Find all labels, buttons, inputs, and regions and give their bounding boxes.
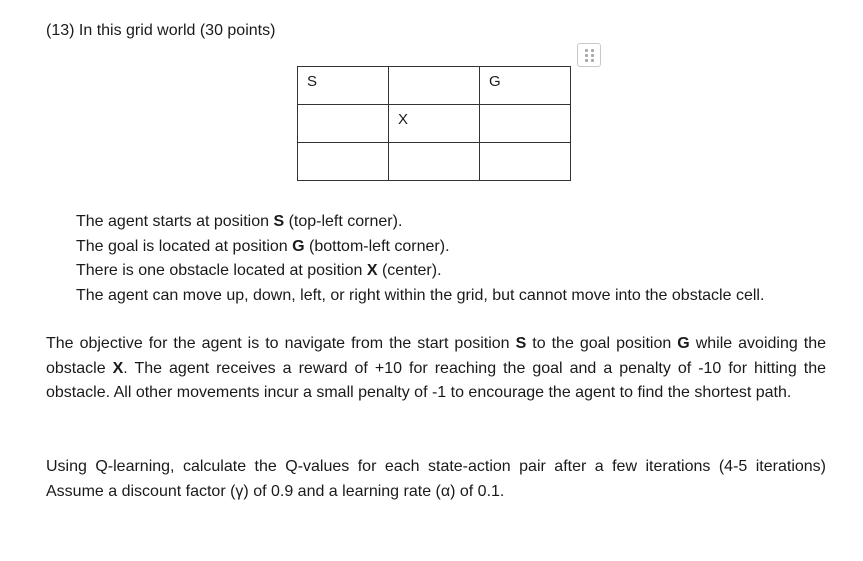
grid-row — [298, 143, 571, 181]
grid-cell-start: S — [298, 67, 389, 105]
grid-cell — [298, 143, 389, 181]
task-paragraph: Using Q-learning, calculate the Q-values for each state-action pair after a few iterations (4-5 iterations) Assume a discount factor (γ) of 0.9 and a learning rate (α) of 0.1. — [46, 458, 826, 500]
grid-cell — [298, 105, 389, 143]
grid-cell-obstacle: X — [389, 105, 480, 143]
grid-cell-goal: G — [480, 67, 571, 105]
description-start: The agent starts at position S (top-left corner). — [76, 213, 403, 230]
grid-row — [298, 105, 571, 143]
grid-row — [298, 67, 571, 105]
grid-cell — [389, 67, 480, 105]
table-move-handle-icon[interactable] — [577, 43, 601, 67]
grid-cell — [389, 143, 480, 181]
description-obstacle: There is one obstacle located at position X (center). — [76, 262, 442, 279]
objective-paragraph: The objective for the agent is to navigate from the start position S to the goal position G while avoiding the obstacle X. The agent receives a reward of +10 for reaching the goal and a penalty of -10 for hitting the obstacle. All other movements incur a small penalty of -1 to encourage the agent to find the shortest path. — [46, 335, 826, 401]
description-movement: The agent can move up, down, left, or right within the grid, but cannot move into the obstacle cell. — [76, 286, 765, 304]
grid-cell — [480, 143, 571, 181]
description-list — [76, 210, 826, 308]
question-heading: (13) In this grid world (30 points) — [46, 22, 276, 39]
grid-cell — [480, 105, 571, 143]
description-goal: The goal is located at position G (bottom-left corner). — [76, 237, 450, 255]
grid-world-table — [297, 66, 571, 181]
